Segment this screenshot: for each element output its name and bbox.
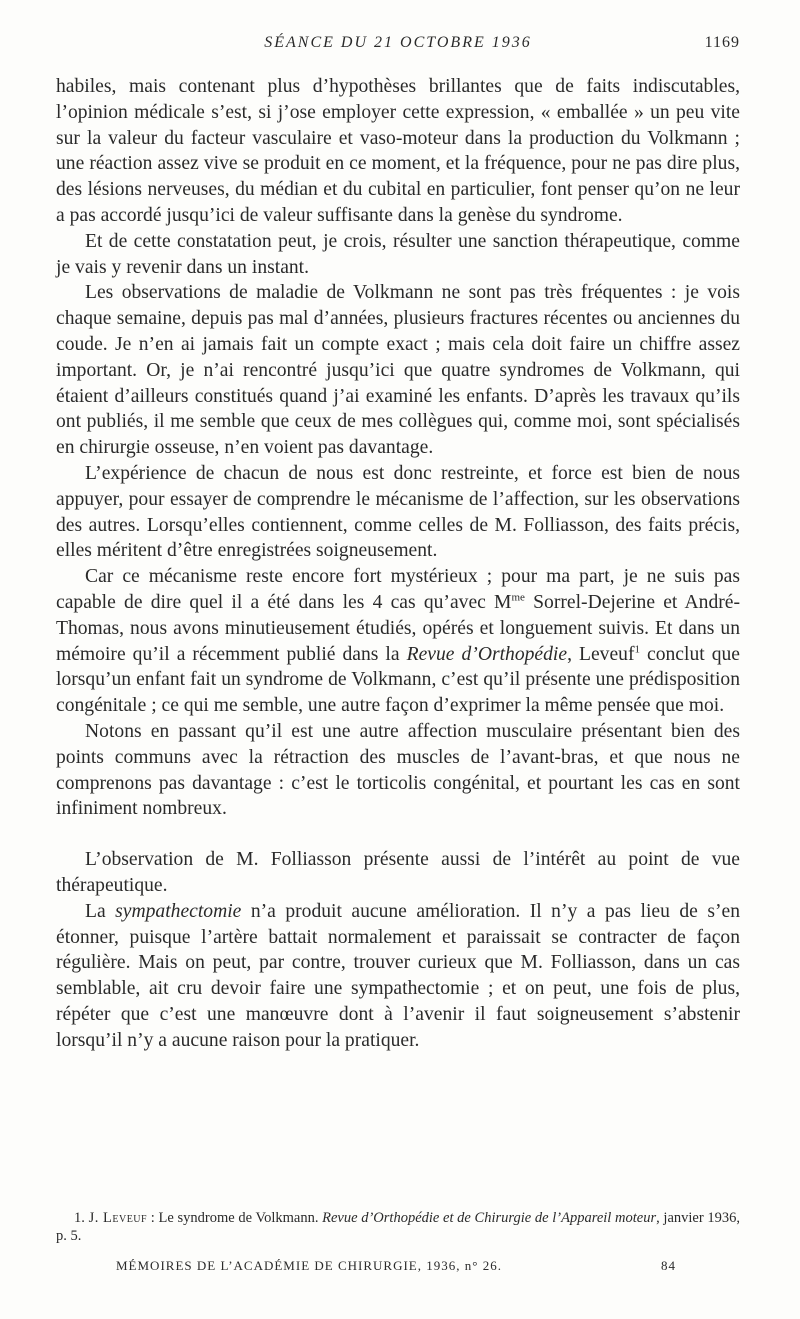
page-footer bbox=[116, 1258, 676, 1274]
text-run: Sorrel-Dejerine et André-Thomas, nous avons minutieusement étudiés, opérés et longuement suivis. Et dans un mémoire qu’il a récemment publié dans la bbox=[56, 591, 740, 665]
footnote-journal: Revue d’Orthopédie et de Chirurgie de l’Appareil moteur bbox=[322, 1210, 657, 1226]
footnote-author: J. Leveuf bbox=[88, 1210, 148, 1226]
text-run: La bbox=[85, 900, 116, 922]
paragraph: Notons en passant qu’il est une autre affection musculaire présentant bien des points communs avec la rétraction des muscles de l’avant-bras, et que nous ne comprenons pas davantage : c’est le torticolis congénital, et pourtant les cas en sont infiniment nombreux. bbox=[56, 720, 740, 820]
paragraph: Les observations de maladie de Volkmann ne sont pas très fréquentes : je vois chaque semaine, depuis pas mal d’années, plusieurs fractures récentes ou anciennes du coude. Je n’en ai jamais fait un compte exact ; mais cela doit faire un chiffre assez important. Or, je n’ai rencontré jusqu’ici que quatre syndromes de Volkmann, qui étaient d’ailleurs constitués quand j’ai examiné les enfants. D’après les travaux qu’ils ont publiés, il me semble que ceux de mes collègues qui, comme moi, sont spécialisés en chirurgie osseuse, n’en voient pas davantage. bbox=[56, 282, 740, 459]
footnote-text bbox=[56, 1209, 740, 1245]
paragraph: L’observation de M. Folliasson présente aussi de l’intérêt au point de vue thérapeutique. bbox=[56, 849, 740, 896]
footnote bbox=[56, 1209, 740, 1245]
paragraph bbox=[56, 899, 740, 1054]
text-run: Car ce mécanisme reste encore fort mystérieux ; pour ma part, je ne suis pas capable de dire quel il a été dans les 4 cas qu’avec M bbox=[56, 566, 740, 613]
paragraph: habiles, mais contenant plus d’hypothèses brillantes que de faits indiscutables, l’opinion médicale s’est, si j’ose employer cette expression, « emballée » un peu vite sur la valeur du facteur vasculaire et vaso-moteur dans la production du Volkmann ; une réaction assez vive se produit en ce moment, et la fréquence, pour ne pas dire plus, des lésions nerveuses, du médian et du cubital en particulier, font penser qu’on ne leur a pas accordé jusqu’ici de valeur suffisante dans la genèse du syndrome. bbox=[56, 76, 740, 226]
text-run: , Leveuf bbox=[567, 643, 635, 665]
text-run: conclut que lorsqu’un enfant fait un syndrome de Volkmann, c’est qu’il présente une prédisposition congénitale ; ce qui me semble, une autre façon d’exprimer la même pensée que moi. bbox=[56, 643, 741, 717]
paragraph: L’expérience de chacun de nous est donc restreinte, et force est bien de nous appuyer, pour essayer de comprendre le mécanisme de l’affection, sur les observations des autres. Lorsqu’elles contiennent, comme celles de M. Folliasson, des faits précis, elles méritent d’être enregistrées soigneusement. bbox=[56, 462, 740, 562]
superscript-mme: me bbox=[511, 591, 525, 604]
signature-mark: 84 bbox=[661, 1258, 676, 1273]
text-run: : Le syndrome de Volkmann. bbox=[147, 1210, 323, 1226]
footer-journal: MÉMOIRES DE L’ACADÉMIE DE CHIRURGIE bbox=[116, 1258, 418, 1273]
journal-title: Revue d’Orthopédie bbox=[406, 643, 568, 665]
text-run: , janvier 1936, p. 5. bbox=[56, 1210, 740, 1244]
paragraph: Et de cette constatation peut, je crois, résulter une sanction thérapeutique, comme je vais y revenir dans un instant. bbox=[56, 230, 740, 278]
paragraph bbox=[56, 564, 740, 719]
page-number: 1169 bbox=[704, 34, 740, 51]
footnote-number: 1. bbox=[74, 1210, 85, 1226]
main-text bbox=[56, 74, 740, 1053]
footnote-reference[interactable]: 1 bbox=[634, 643, 640, 655]
italic-term: sympathectomie bbox=[115, 900, 242, 922]
footer-issue: , 1936, n° 26. bbox=[417, 1258, 502, 1273]
running-title: SÉANCE DU 21 OCTOBRE 1936 bbox=[264, 34, 532, 51]
text-run: n’a produit aucune amélioration. Il n’y a pas lieu de s’en étonner, puisque l’artère battait normalement et paraissait se contracter de façon régulière. Mais on peut, par contre, trouver curieux que M. Folliasson, dans un cas semblable, ait cru devoir faire une sympathectomie ; et on peut, une fois de plus, répéter que c’est une manœuvre dont à l’avenir il faut soigneusement s’abstenir lorsqu’il n’y a aucune raison pour la pratiquer. bbox=[56, 900, 740, 1051]
running-header bbox=[56, 34, 740, 54]
